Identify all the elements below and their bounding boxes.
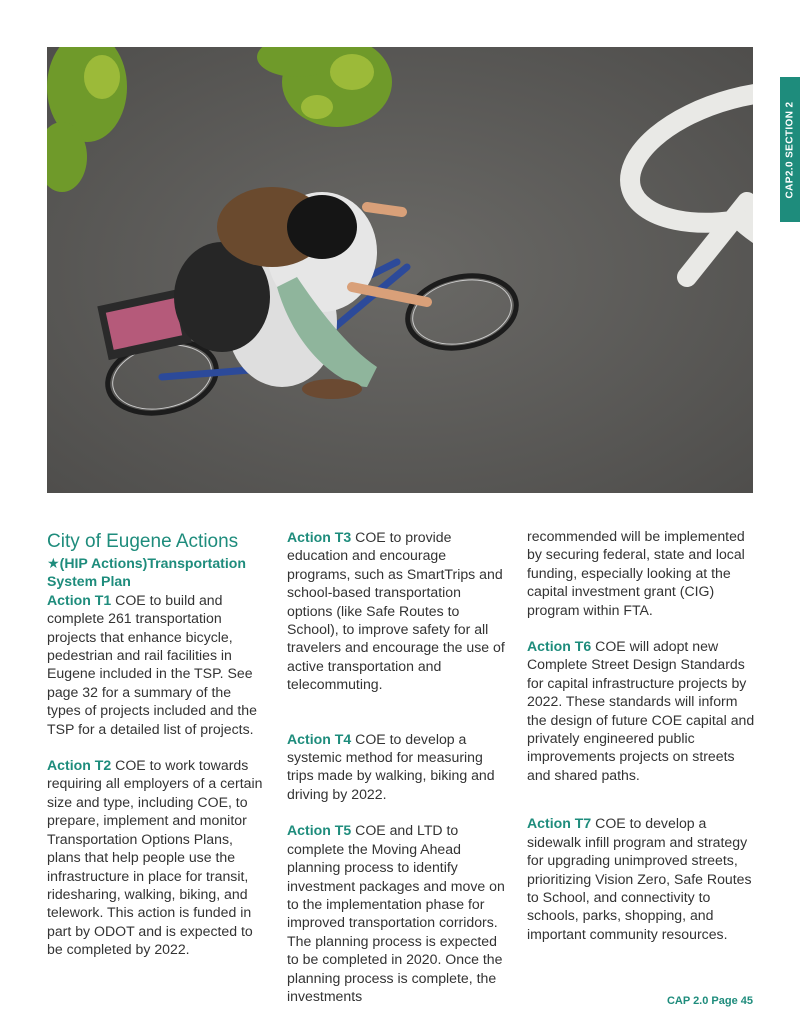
action-t3-text: COE to provide education and encourage programs, such as SmartTrips and school-based transportation options (like Safe Routes to School), to improve safety for all travelers and encourage the use of active transportation and telecommuting. (287, 529, 505, 693)
page-footer: CAP 2.0 Page 45 (666, 995, 753, 1007)
action-t3-label: Action T3 (287, 529, 352, 545)
column-1 (47, 528, 265, 959)
action-t6 (527, 637, 757, 784)
action-t5 (287, 821, 505, 1005)
action-t1-text: COE to build and complete 261 transportation projects that enhance bicycle, pedestrian and rail facilities in Eugene included in the TSP. See page 32 for a summary of the types of projects included and the TSP for a detailed list of projects. (47, 591, 257, 737)
action-t5-text: COE and LTD to complete the Moving Ahead planning process to identify investment packages and move on to the implementation phase for improved transportation corridors. The planning process is expected to be completed in 2020. Once the planning process is complete, the investments (287, 822, 505, 1004)
action-t6-text: COE will adopt new Complete Street Design Standards for capital infrastructure projects by 2022. These standards will inform the design of future COE capital and privately engineered public improvements projects on streets and shared paths. (527, 638, 755, 783)
action-t5-label: Action T5 (287, 822, 352, 839)
side-tab-label: CAP2.0 SECTION 2 (784, 101, 796, 198)
action-t1-label: Action T1 (47, 591, 112, 608)
section-subtitle: ★(HIP Actions)Transportation System Plan (47, 555, 246, 590)
action-t1 (47, 591, 265, 738)
cyclist-photo (47, 47, 753, 493)
action-t5-continued: recommended will be implemented by securing federal, state and local funding, especially looking at the capital investment grant (CIG) program within FTA. (527, 528, 745, 618)
section-side-tab (780, 77, 800, 222)
action-t4-text: COE to develop a systemic method for measuring trips made by walking, biking and driving by 2022. (287, 730, 495, 802)
action-t4-label: Action T4 (287, 730, 352, 747)
action-t6-label: Action T6 (527, 638, 592, 655)
action-t7-label: Action T7 (527, 815, 592, 832)
action-t7 (527, 814, 757, 943)
column-3 (527, 527, 757, 943)
column-2 (287, 528, 505, 1005)
action-t2-label: Action T2 (47, 757, 112, 774)
action-t3 (287, 528, 505, 694)
action-t2-text: COE to work towards requiring all employers of a certain size and type, including COE, to prepare, implement and monitor Transportation Options Plans, plans that help people use the infrastructure in place for transit, ridesharing, walking, biking, and telework. This action is funded in part by ODOT and is expected to be completed by 2022. (47, 757, 263, 958)
action-t2 (47, 756, 265, 958)
section-title: City of Eugene Actions (47, 531, 239, 552)
action-t4 (287, 730, 505, 804)
action-t7-text: COE to develop a sidewalk infill program and strategy for upgrading unimproved streets, prioritizing Vision Zero, Safe Routes to School, and connectivity to schools, parks, shopping, and important community resources. (527, 815, 752, 942)
